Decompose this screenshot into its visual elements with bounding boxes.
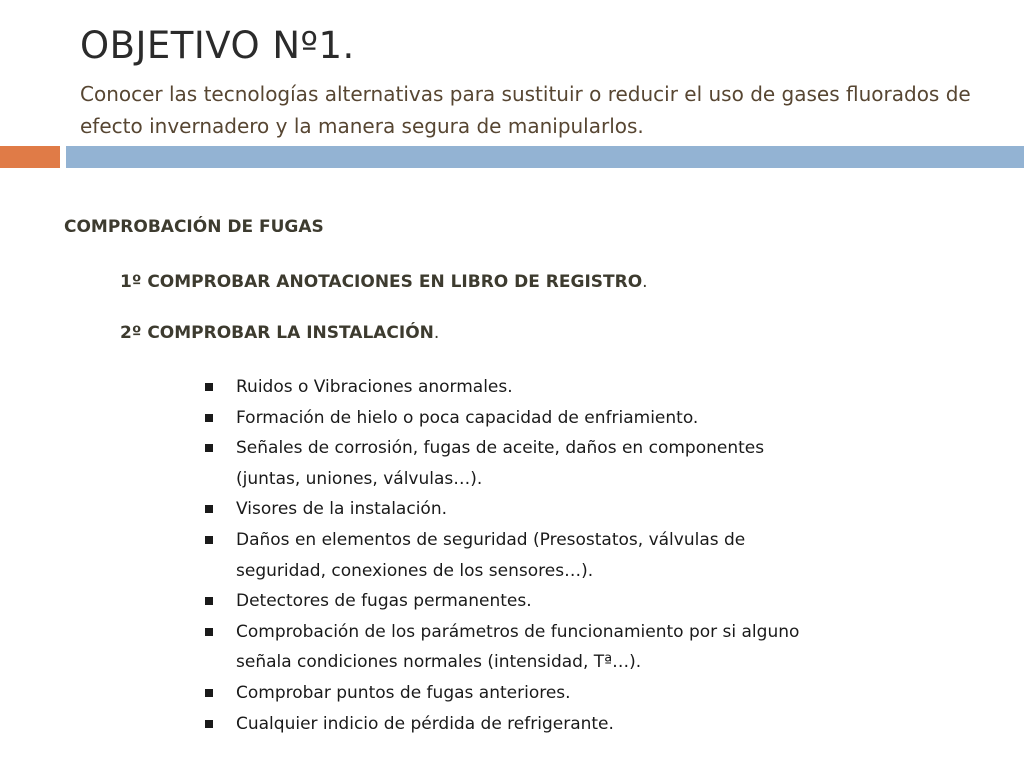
square-bullet-icon [205,383,213,391]
list-item [204,494,824,525]
list-item [204,586,824,617]
list-item-text: Ruidos o Vibraciones anormales. [236,377,513,397]
square-bullet-icon [205,414,213,422]
step-2-text: 2º COMPROBAR LA INSTALACIÓN [120,323,434,343]
list-item [204,709,824,740]
title-divider-bar [66,146,1024,168]
slide-subtitle: Conocer las tecnologías alternativas para sustituir o reducir el uso de gases fluorados de efecto invernadero y la manera segura de manipularlos. [80,82,971,138]
step-1-period: . [642,272,648,292]
list-item-text: Detectores de fugas permanentes. [236,591,532,612]
list-item [204,433,824,494]
step-1-text: 1º COMPROBAR ANOTACIONES EN LIBRO DE REGISTRO [120,272,643,292]
square-bullet-icon [205,597,213,605]
list-item-text: Comprobar puntos de fugas anteriores. [236,682,571,703]
title-accent-bar [0,146,60,168]
square-bullet-icon [205,628,213,636]
step-1 [120,271,648,293]
square-bullet-icon [205,505,213,513]
step-2 [120,322,439,344]
step-2-period: . [433,323,440,343]
check-list [204,372,824,739]
list-item-text: Señales de corrosión, fugas de aceite, daños en componentes (juntas, uniones, válvulas…). [236,438,765,489]
slide-title: OBJETIVO Nº1. [80,24,355,67]
list-item [204,525,824,586]
square-bullet-icon [205,720,213,728]
section-heading: COMPROBACIÓN DE FUGAS [64,217,324,237]
square-bullet-icon [205,444,213,452]
list-item [204,617,824,678]
square-bullet-icon [205,689,213,697]
list-item-text: Comprobación de los parámetros de funcionamiento por si alguno señala condiciones normales (intensidad, Tª…). [236,621,800,673]
list-item [204,403,824,434]
square-bullet-icon [205,536,213,544]
list-item-text: Formación de hielo o poca capacidad de enfriamiento. [236,407,699,428]
list-item-text: Cualquier indicio de pérdida de refrigerante. [236,713,614,734]
list-item-text: Daños en elementos de seguridad (Presostatos, válvulas de seguridad, conexiones de los sensores…). [236,529,746,581]
list-item [204,678,824,709]
list-item-text: Visores de la instalación. [236,499,447,520]
list-item [204,372,824,403]
